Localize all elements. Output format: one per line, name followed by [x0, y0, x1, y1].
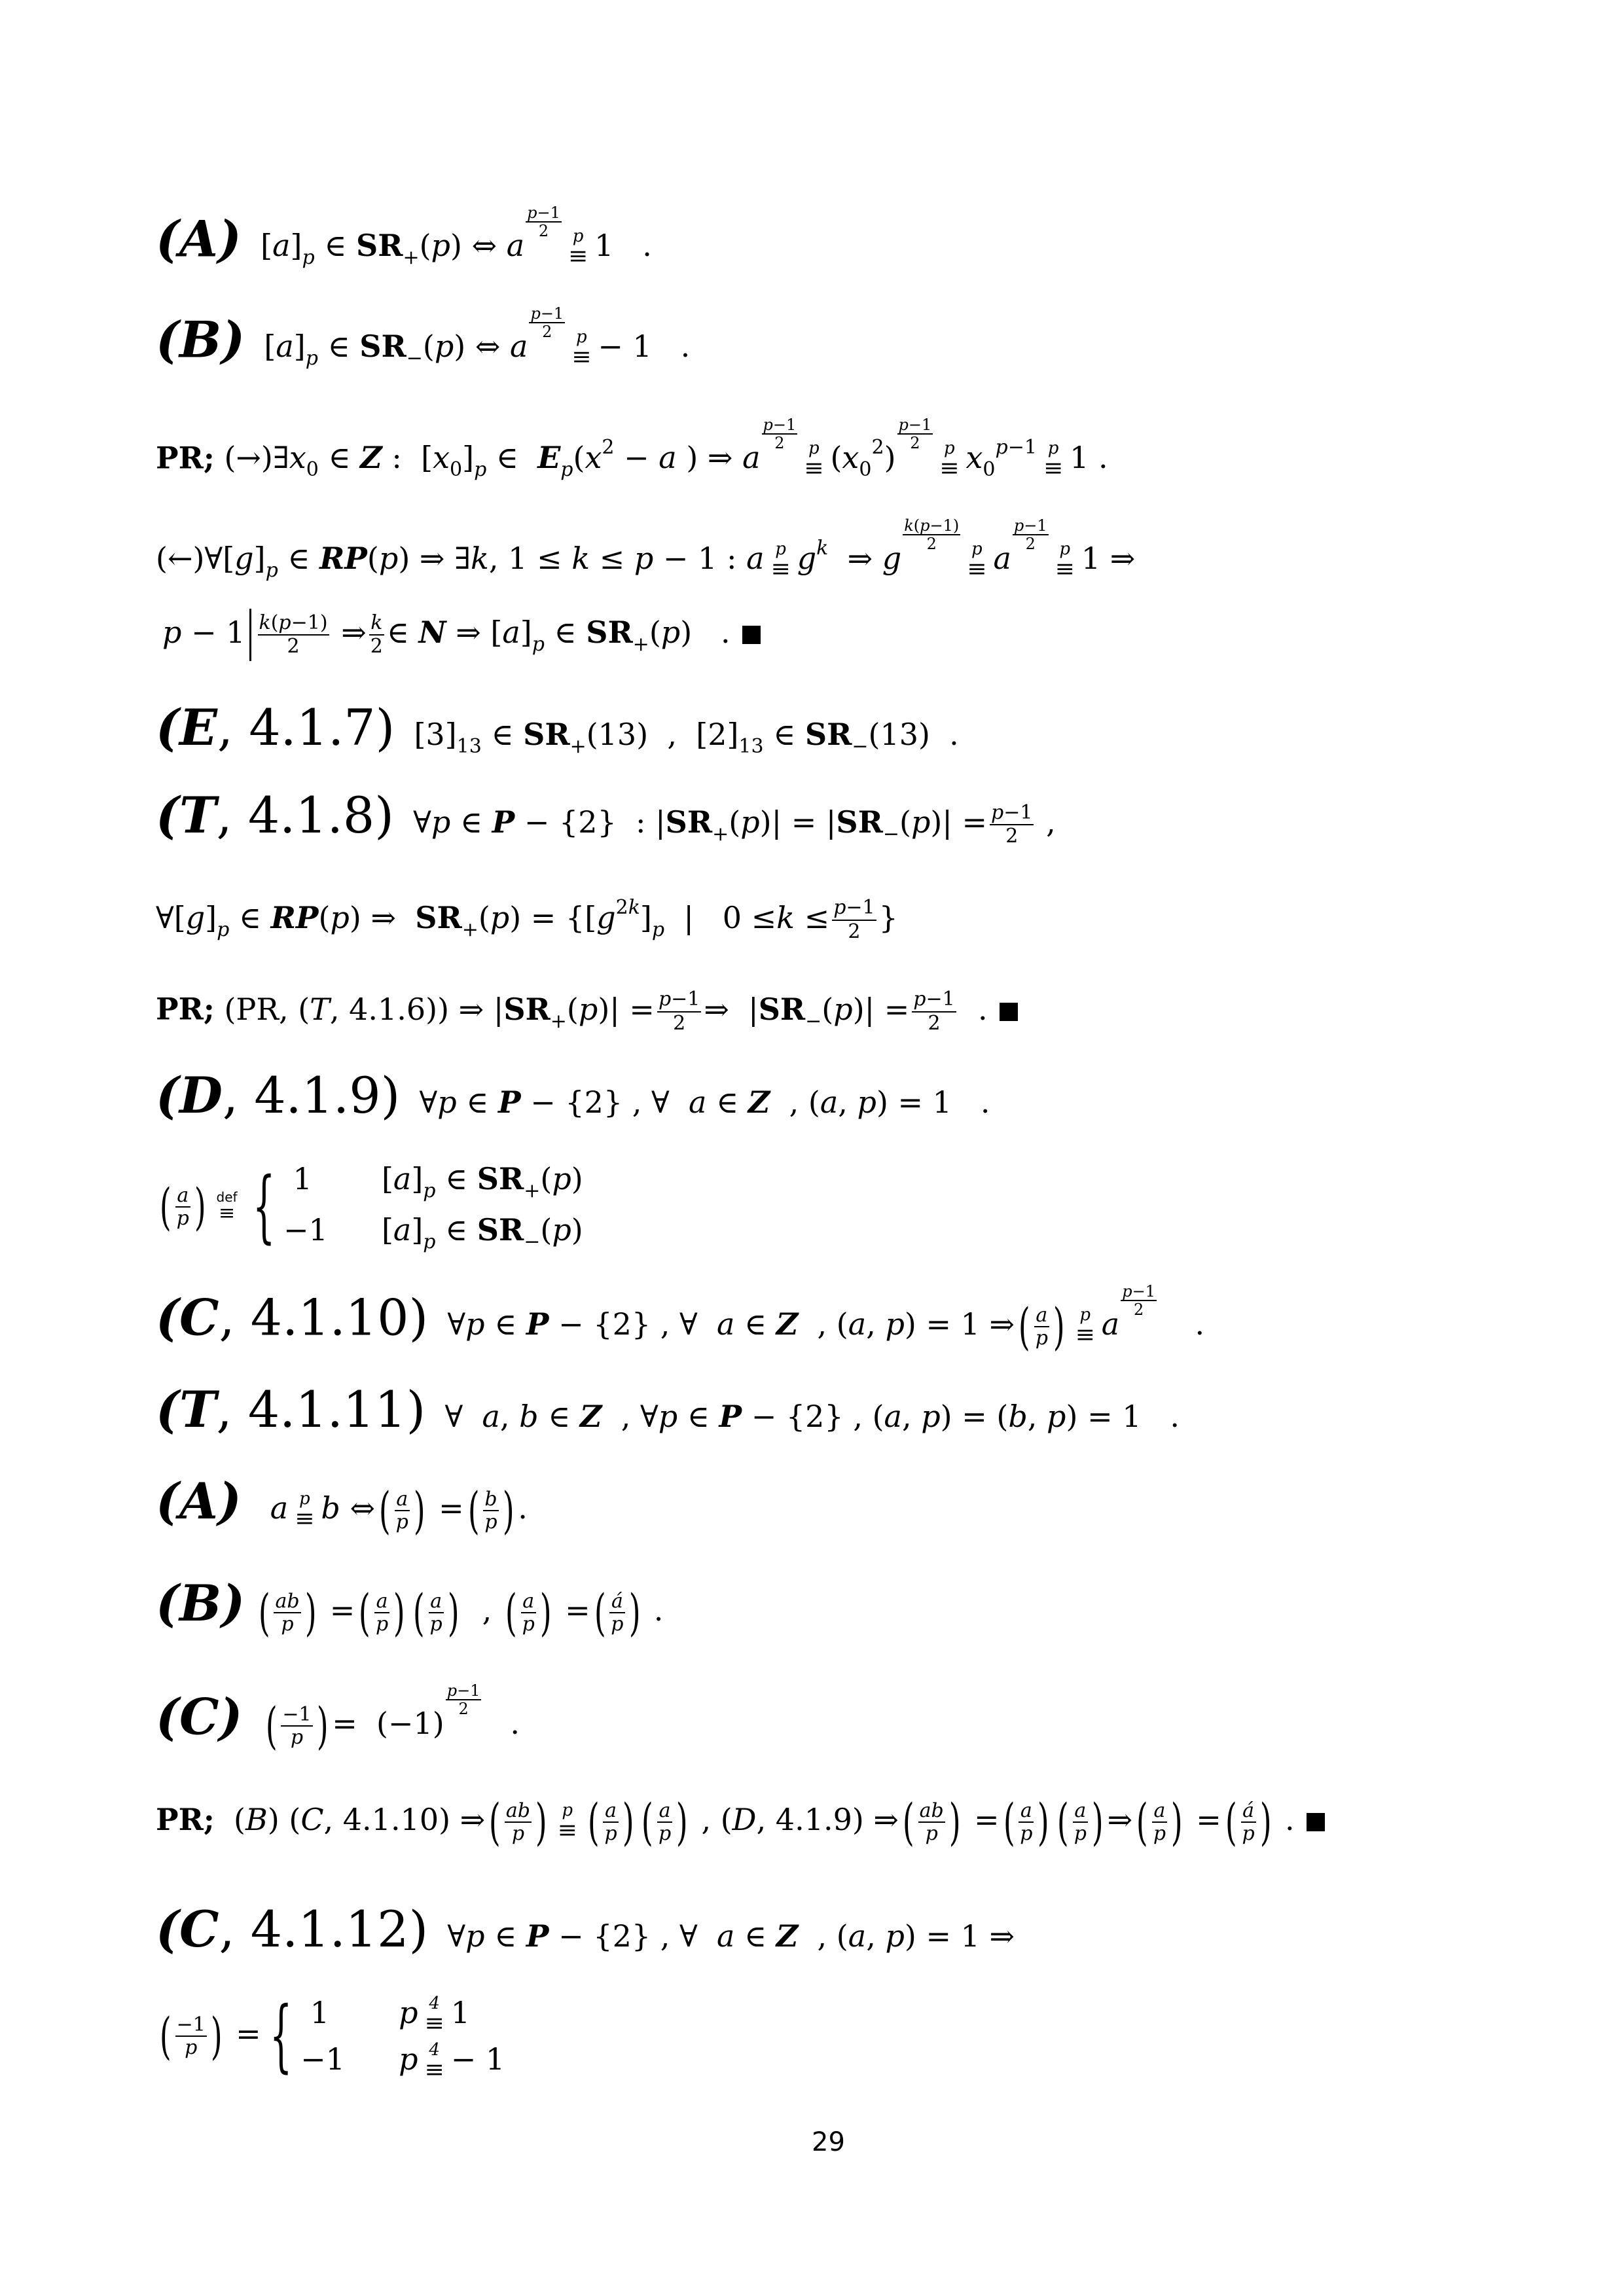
- label-item-b: (B): [156, 1574, 245, 1632]
- corollary-4-1-10: [156, 1282, 1205, 1356]
- proof-4-1-11-math: (B) (C, 4.1.10) ⇒( $\frac{ab}{p}$ ) p ≡ ( $\frac{a}{p}$ ) ( $\frac{a}{p}$ ) , (D, 4.1.9) ⇒( $\frac{ab}{p}$ ) =( $\frac{a}{p}$ ) ( $\frac{a}{p}$ ) ⇒( $\frac{a}{p}$ ) =( $\frac{á}{p}$ ) .: [224, 1793, 1295, 1851]
- proof-line-2-math: $(\leftarrow)\forall[g]_p$ ∈ RP(p) ⇒ ∃k, 1 ≤ k ≤ p − 1 : a p ≡ $g^k$ ⇒ g $\frac{k(p-1)}{2}$ p ≡ a $\frac{p-1}{2}$ p ≡ 1 ⇒: [156, 516, 1136, 583]
- proof-4-1-8: [156, 988, 1018, 1035]
- qed-square: [1307, 1813, 1325, 1831]
- line-a: [156, 204, 652, 268]
- label-b: (B): [156, 310, 245, 369]
- theorem-4-1-11-math: ∀ a, b ∈ Z , ∀p ∈ P − {2} , (a, p) = (b, p) = 1 .: [435, 1399, 1180, 1434]
- label-e-4-1-7: (E, 4.1.7): [156, 698, 395, 757]
- label-a: (A): [156, 209, 242, 268]
- theorem-4-1-8-math: ∀p ∈ P − {2} : $|SR_+(p)| = |SR_-(p)|$ = $\frac{p-1}{2}$ ,: [403, 800, 1056, 848]
- item-c: [156, 1681, 520, 1755]
- label-t-4-1-8: (T, 4.1.8): [156, 786, 394, 844]
- page-number: 29: [812, 2127, 845, 2157]
- corollary-4-1-12-cases: [156, 1990, 505, 2083]
- proof-line-1-math: $(\to)\exists x_0$ ∈ Z : $[x_0]_p$ ∈ $E_p(x^2 - a$ ) ⇒ a $\frac{p-1}{2}$ p ≡ $(x_0^2)$ $\frac{p-1}{2}$ p ≡ $x_0^{p-1}$ p ≡ 1 .: [224, 416, 1108, 482]
- example-4-1-7: [156, 698, 959, 758]
- corollary-4-1-12: [156, 1900, 1015, 1958]
- label-c-4-1-10: (C, 4.1.10): [156, 1288, 429, 1347]
- example-4-1-7-math: $[3]_{13}$ ∈ $SR_+(13)$ , $[2]_{13}$ ∈ $SR_-(13)$ .: [404, 717, 959, 758]
- item-a-math: a p ≡ b ⇔( $\frac{a}{p}$ ) =( $\frac{b}{p}$ ) .: [270, 1481, 528, 1539]
- label-t-4-1-11: (T, 4.1.11): [156, 1380, 426, 1439]
- proof-4-1-8-math: (PR, (T, 4.1.6)) ⇒ $|SR_+(p)|$ = $\frac{p-1}{2}$ ⇒ $|SR_-(p)|$ = $\frac{p-1}{2}$ .: [224, 988, 988, 1035]
- line-b: [156, 305, 690, 369]
- legendre-definition: [156, 1156, 583, 1257]
- label-c-4-1-12: (C, 4.1.12): [156, 1900, 429, 1958]
- definition-4-1-9-math: ∀p ∈ P − {2} , ∀ a ∈ Z , (a, p) = 1 .: [409, 1085, 990, 1120]
- item-a: [156, 1472, 528, 1539]
- proof-label-4-1-11: PR;: [156, 1802, 215, 1837]
- proof-label-1: PR;: [156, 440, 215, 476]
- theorem-4-1-11: [156, 1380, 1180, 1439]
- corollary-4-1-12-math: ∀p ∈ P − {2} , ∀ a ∈ Z , (a, p) = 1 ⇒: [437, 1918, 1015, 1954]
- theorem-4-1-8-line-2-math: $\forall[g]_p$ ∈ RP(p) ⇒ $SR_+(p) = \{[g^{2k}]_p$ | 0 ≤k ≤ $\frac{p-1}{2}$ }: [156, 895, 898, 943]
- legendre-definition-math: ( $\frac{a}{p}$ ) def ≡ { 1 $[a]_p$ ∈ $SR_+(p)$ −1 $[a]_p$ ∈ $SR_-(p)$: [159, 1160, 583, 1253]
- corollary-4-1-10-math: ∀p ∈ P − {2} , ∀ a ∈ Z , (a, p) = 1 ⇒( $\frac{a}{p}$ ) p ≡ a $\frac{p-1}{2}$ .: [437, 1282, 1205, 1356]
- item-b-math: ( $\frac{ab}{p}$ ) =( $\frac{a}{p}$ ) ( $\frac{a}{p}$ ) , ( $\frac{a}{p}$ ) =( $\frac{á}{p}$ ) .: [258, 1583, 664, 1641]
- proof-line-2: [156, 517, 1135, 581]
- proof-label-4-1-8: PR;: [156, 991, 215, 1027]
- qed-square: [742, 626, 761, 644]
- proof-line-3: [162, 609, 761, 661]
- label-item-c: (C): [156, 1687, 243, 1746]
- proof-4-1-11: [156, 1793, 1325, 1851]
- proof-line-1: [156, 416, 1108, 480]
- line-b-math: $[a]_p$ ∈ $SR_-(p)$ ⇔ a $\frac{p-1}{2}$ p ≡ − 1 .: [254, 304, 691, 371]
- item-b: [156, 1574, 664, 1641]
- qed-square: [1000, 1003, 1018, 1021]
- corollary-4-1-12-cases-math: ( $\frac{-1}{p}$ ) = { 1 p 4 ≡ 1 −1 p 4 ≡ − 1: [159, 1990, 505, 2084]
- theorem-4-1-8: [156, 786, 1056, 848]
- item-c-math: ( $\frac{-1}{p}$ ) = (−1) $\frac{p-1}{2}$ .: [265, 1681, 520, 1755]
- theorem-4-1-8-line-2: [156, 897, 898, 943]
- definition-4-1-9: [156, 1066, 990, 1124]
- label-d-4-1-9: (D, 4.1.9): [156, 1066, 401, 1124]
- label-item-a: (A): [156, 1472, 242, 1530]
- line-a-math: $[a]_p$ ∈ $SR_+(p)$ ⇔ a $\frac{p-1}{2}$ p ≡ 1 .: [251, 204, 652, 270]
- proof-line-3-math: p − 1 $\frac{k(p-1)}{2}$ ⇒ $\frac{k}{2}$ ∈ N ⇒ $[a]_p$ ∈ $SR_+(p)$ .: [162, 615, 731, 650]
